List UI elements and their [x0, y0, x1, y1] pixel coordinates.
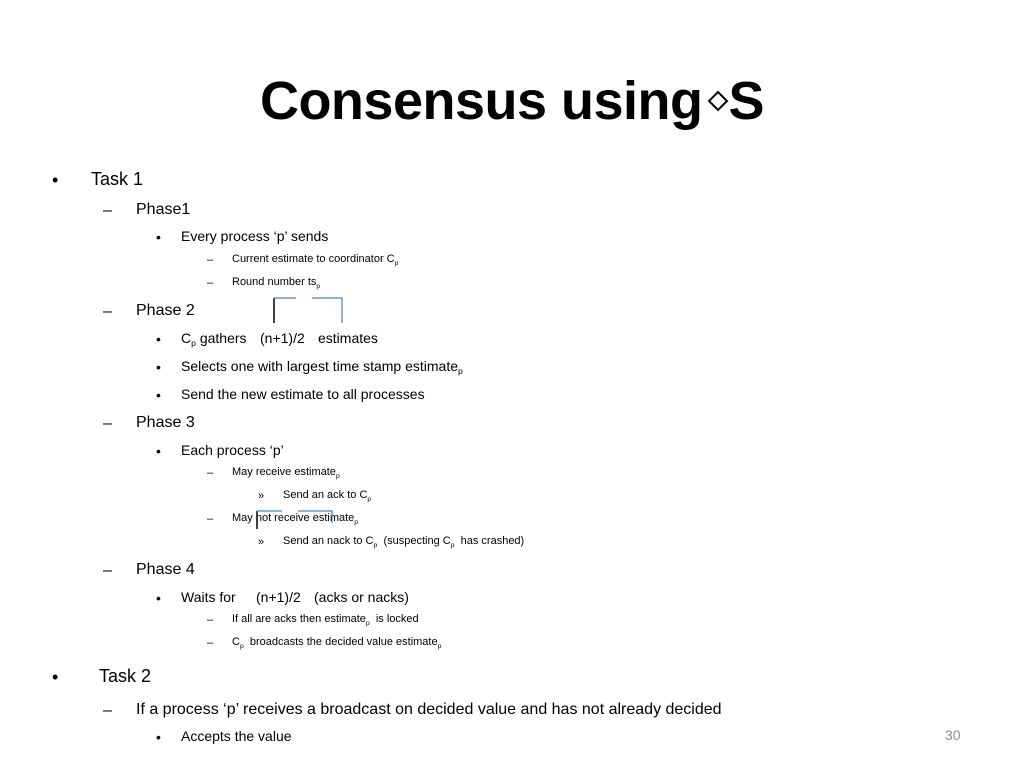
bullet-dot: • — [156, 331, 161, 347]
bullet-dash: – — [207, 614, 214, 626]
n-plus-1-half: (n+1)/2 — [256, 589, 301, 605]
title-symbol: S — [728, 71, 765, 131]
ceiling-bracket-icon — [252, 509, 336, 531]
send-new-estimate: Send the new estimate to all processes — [181, 386, 425, 402]
phase1-label: Phase1 — [136, 201, 191, 218]
cp-broadcasts: $C_p$ broadcasts the decided value estimate$_p$ — [232, 636, 442, 650]
n-plus-1-half: (n+1)/2 — [260, 330, 305, 346]
if-all-acks: If all are acks then estimate$_p$ is locked — [232, 613, 419, 627]
bullet-dash: – — [207, 513, 214, 525]
each-process: Each process ‘p’ — [181, 442, 284, 458]
bullet-dot: • — [156, 387, 161, 403]
diamond-icon — [707, 90, 729, 112]
estimates-word: estimates — [318, 330, 378, 346]
send-nack: Send an nack to $C_p$ (suspecting $C_p$ has crashed) — [283, 535, 525, 549]
bullet-dash: – — [103, 702, 112, 719]
may-receive: May receive estimate$_p$ — [232, 466, 340, 480]
bullet-dash: – — [207, 277, 214, 289]
bullet-dot: • — [52, 667, 59, 687]
phase3-label: Phase 3 — [136, 414, 195, 431]
bullet-dash: – — [103, 562, 112, 579]
cp-gathers: $C_p$ gathers — [181, 330, 247, 348]
current-estimate: Current estimate to coordinator $C_p$ — [232, 253, 399, 267]
page-number: 30 — [945, 727, 961, 743]
send-ack: Send an ack to $C_p$ — [283, 489, 372, 503]
bullet-dot: • — [156, 729, 161, 745]
bullet-dash: – — [103, 415, 112, 432]
bullet-dash: – — [207, 637, 214, 649]
bullet-dash: – — [207, 467, 214, 479]
accepts-value: Accepts the value — [181, 728, 292, 744]
bullet-dash: – — [103, 202, 112, 219]
bullet-dot: • — [52, 170, 59, 190]
bullet-dash: – — [207, 254, 214, 266]
may-not-receive: May not receive estimate$_p$ — [232, 512, 359, 526]
waits-for: Waits for — [181, 589, 236, 605]
acks-or-nacks: (acks or nacks) — [314, 589, 409, 605]
ceiling-bracket-icon — [268, 296, 348, 326]
bullet-raquo: » — [258, 536, 265, 548]
round-number: Round number $ts_p$ — [232, 276, 321, 290]
task1-label: Task 1 — [91, 169, 144, 189]
if-process-receives: If a process ‘p’ receives a broadcast on decided value and has not already decided — [136, 701, 722, 718]
title-text: Consensus using — [259, 71, 703, 131]
phase1-sends: Every process ‘p’ sends — [181, 228, 329, 244]
bullet-dot: • — [156, 443, 161, 459]
bullet-dash: – — [103, 303, 112, 320]
phase4-label: Phase 4 — [136, 561, 195, 578]
slide-title — [0, 66, 1024, 136]
task2-label: Task 2 — [99, 666, 152, 686]
bullet-dot: • — [156, 359, 161, 375]
bullet-dot: • — [156, 590, 161, 606]
phase2-label: Phase 2 — [136, 302, 195, 319]
selects-largest: Selects one with largest time stamp estimate$_p$ — [181, 358, 463, 376]
bullet-dot: • — [156, 229, 161, 245]
bullet-raquo: » — [258, 490, 265, 502]
